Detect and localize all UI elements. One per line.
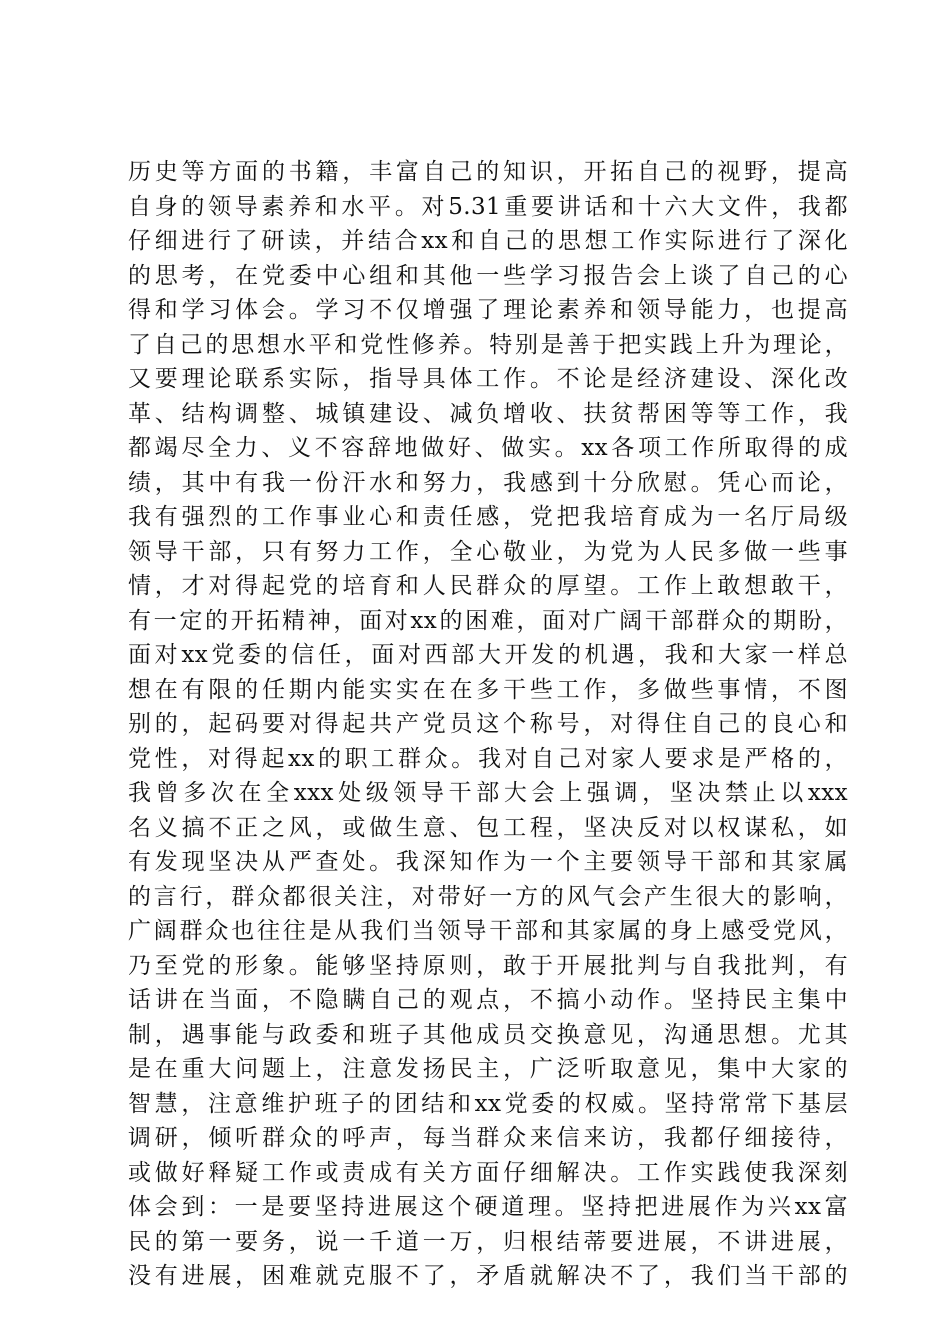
text-line: 智慧，注意维护班子的团结和xx党委的权威。坚持常常下基层: [128, 1090, 848, 1117]
text-line: 自身的领导素养和水平。对5.31重要讲话和十六大文件，我都: [128, 193, 848, 220]
text-line: 情，才对得起党的培育和人民群众的厚望。工作上敢想敢干，: [128, 573, 848, 599]
text-line: 乃至党的形象。能够坚持原则，敢于开展批判与自我批判，有: [128, 952, 848, 979]
text-line: 党性，对得起xx的职工群众。我对自己对家人要求是严格的，: [128, 745, 848, 772]
text-line: 民的第一要务，说一千道一万，归根结蒂要进展，不讲进展，: [128, 1228, 848, 1255]
text-line: 领导干部，只有努力工作，全心敬业，为党为人民多做一些事: [128, 538, 848, 565]
text-line: 广阔群众也往往是从我们当领导干部和其家属的身上感受党风，: [128, 918, 848, 944]
text-line: 调研，倾听群众的呼声，每当群众来信来访，我都仔细接待，: [128, 1125, 848, 1151]
text-line: 别的，起码要对得起共产党员这个称号，对得住自己的良心和: [128, 711, 848, 737]
text-line: 的言行，群众都很关注，对带好一方的风气会产生很大的影响，: [128, 883, 848, 910]
text-line: 制，遇事能与政委和班子其他成员交换意见，沟通思想。尤其: [128, 1021, 848, 1048]
text-line: 体会到：一是要坚持进展这个硬道理。坚持把进展作为兴xx富: [128, 1194, 848, 1220]
body-paragraph: [128, 155, 848, 1294]
text-line: 面对xx党委的信任，面对西部大开发的机遇，我和大家一样总: [128, 642, 848, 668]
text-line: 或做好释疑工作或责成有关方面仔细解决。工作实践使我深刻: [128, 1159, 848, 1186]
text-line: 有发现坚决从严查处。我深知作为一个主要领导干部和其家属: [128, 849, 848, 875]
text-line: 我有强烈的工作事业心和责任感，党把我培育成为一名厅局级: [128, 504, 848, 530]
text-line: 又要理论联系实际，指导具体工作。不论是经济建设、深化改: [128, 366, 848, 392]
text-line: 仔细进行了研读，并结合xx和自己的思想工作实际进行了深化: [128, 228, 848, 254]
text-line: 是在重大问题上，注意发扬民主，广泛听取意见，集中大家的: [128, 1056, 848, 1082]
text-line: 革、结构调整、城镇建设、减负增收、扶贫帮困等等工作，我: [128, 400, 848, 427]
text-line: 历史等方面的书籍，丰富自己的知识，开拓自己的视野，提高: [128, 159, 848, 185]
text-line: 我曾多次在全xxx处级领导干部大会上强调，坚决禁止以xxx: [128, 780, 848, 806]
text-line: 的思考，在党委中心组和其他一些学习报告会上谈了自己的心: [128, 262, 848, 289]
text-line: 有一定的开拓精神，面对xx的困难，面对广阔干部群众的期盼，: [128, 607, 848, 634]
text-line: 得和学习体会。学习不仅增强了理论素养和领导能力，也提高: [128, 297, 848, 323]
text-line: 名义搞不正之风，或做生意、包工程，坚决反对以权谋私，如: [128, 814, 848, 841]
text-line: 没有进展，困难就克服不了，矛盾就解决不了，我们当干部的: [128, 1263, 848, 1289]
text-line: 话讲在当面，不隐瞒自己的观点，不搞小动作。坚持民主集中: [128, 987, 848, 1013]
text-line: 都竭尽全力、义不容辞地做好、做实。xx各项工作所取得的成: [128, 435, 848, 461]
text-line: 想在有限的任期内能实实在在多干些工作，多做些事情，不图: [128, 676, 848, 703]
text-line: 了自己的思想水平和党性修养。特别是善于把实践上升为理论，: [128, 331, 848, 358]
text-line: 绩，其中有我一份汗水和努力，我感到十分欣慰。凭心而论，: [128, 469, 848, 496]
